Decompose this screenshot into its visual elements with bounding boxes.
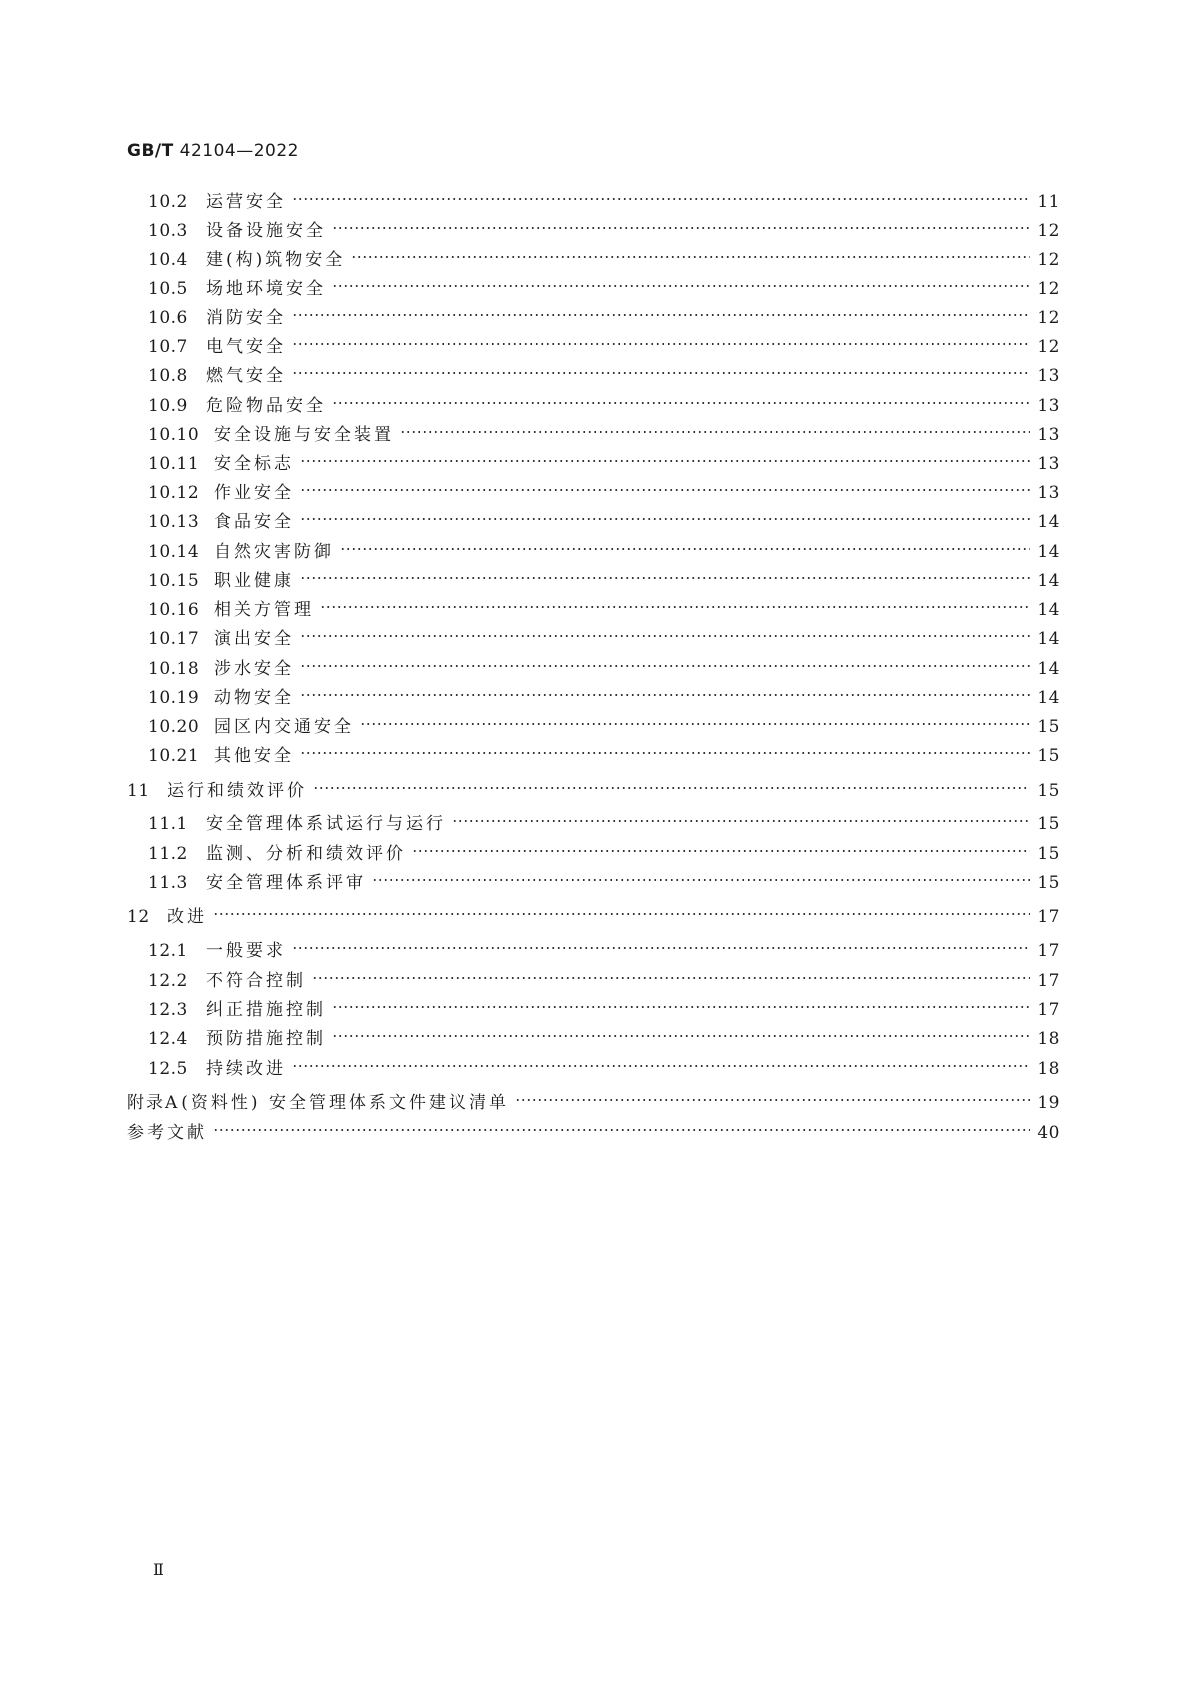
toc-entry-page: 14 bbox=[1037, 600, 1060, 620]
toc-entry-page: 13 bbox=[1037, 366, 1060, 386]
toc-entry[interactable] bbox=[148, 416, 1060, 445]
toc-leader-dots bbox=[360, 708, 1030, 732]
toc-leader-dots bbox=[292, 183, 1030, 207]
toc-entry-page: 15 bbox=[1037, 717, 1060, 737]
toc-leader-dots bbox=[515, 1084, 1030, 1108]
toc-entry-title: 不符合控制 bbox=[206, 971, 306, 991]
toc-leader-dots bbox=[292, 328, 1030, 352]
toc-entry-number: 10.3 bbox=[148, 221, 188, 241]
toc-entry-title: 演出安全 bbox=[214, 629, 294, 649]
toc-leader-dots bbox=[332, 270, 1030, 294]
toc-entry-title: 自然灾害防御 bbox=[214, 542, 334, 562]
toc-entry-page: 15 bbox=[1037, 746, 1060, 766]
toc-entry-number: 10.7 bbox=[148, 337, 188, 357]
toc-entry-page: 14 bbox=[1037, 571, 1060, 591]
toc-entry-number: 10.20 bbox=[148, 717, 200, 737]
toc-entry-number: 11.3 bbox=[148, 873, 188, 893]
toc-leader-dots bbox=[292, 299, 1030, 323]
toc-entry-number: 12 bbox=[127, 907, 150, 927]
toc-entry-page: 12 bbox=[1037, 250, 1060, 270]
toc-entry[interactable] bbox=[148, 650, 1060, 679]
toc-leader-dots bbox=[351, 241, 1030, 265]
toc-entry[interactable] bbox=[148, 270, 1060, 299]
toc-entry-title: 安全管理体系评审 bbox=[206, 873, 366, 893]
toc-entry-title: 食品安全 bbox=[214, 512, 294, 532]
toc-entry-number: 10.12 bbox=[148, 483, 200, 503]
toc-entry-number: 12.1 bbox=[148, 941, 188, 961]
toc-entry-title: 危险物品安全 bbox=[206, 396, 326, 416]
toc-entry[interactable] bbox=[148, 533, 1060, 562]
toc-entry-page: 15 bbox=[1037, 814, 1060, 834]
toc-entry-page: 12 bbox=[1037, 279, 1060, 299]
toc-entry-title: 持续改进 bbox=[206, 1059, 286, 1079]
toc-leader-dots bbox=[300, 620, 1030, 644]
toc-entry[interactable] bbox=[148, 737, 1060, 766]
toc-entry-title: 监测、分析和绩效评价 bbox=[206, 844, 406, 864]
toc-entry-title: 运营安全 bbox=[206, 192, 286, 212]
toc-leader-dots bbox=[332, 991, 1030, 1015]
toc-entry-number: 10.6 bbox=[148, 308, 188, 328]
toc-entry-title: 参考文献 bbox=[127, 1123, 207, 1143]
toc-entry[interactable] bbox=[148, 503, 1060, 532]
toc-entry-page: 14 bbox=[1037, 512, 1060, 532]
toc-entry-page: 13 bbox=[1037, 483, 1060, 503]
toc-entry-number: 附录A bbox=[127, 1093, 180, 1113]
toc-entry[interactable] bbox=[127, 1114, 1060, 1143]
toc-entry-title: 相关方管理 bbox=[214, 600, 314, 620]
toc-leader-dots bbox=[300, 737, 1030, 761]
toc-entry-title: 园区内交通安全 bbox=[214, 717, 354, 737]
toc-leader-dots bbox=[400, 416, 1030, 440]
toc-leader-dots bbox=[292, 932, 1030, 956]
page-number: Ⅱ bbox=[153, 1560, 164, 1579]
toc-entry-number: 10.5 bbox=[148, 279, 188, 299]
toc-leader-dots bbox=[292, 357, 1030, 381]
toc-leader-dots bbox=[452, 805, 1030, 829]
toc-entry-title: 纠正措施控制 bbox=[206, 1000, 326, 1020]
standard-number: 42104—2022 bbox=[179, 141, 299, 161]
standard-prefix: GB/T bbox=[127, 141, 174, 161]
toc-leader-dots bbox=[300, 679, 1030, 703]
toc-entry-number: 10.13 bbox=[148, 512, 200, 532]
toc-entry-title: 职业健康 bbox=[214, 571, 294, 591]
toc-entry-page: 12 bbox=[1037, 221, 1060, 241]
toc-entry-page: 17 bbox=[1037, 971, 1060, 991]
toc-entry[interactable] bbox=[148, 679, 1060, 708]
toc-leader-dots bbox=[213, 898, 1030, 922]
toc-entry[interactable] bbox=[148, 1050, 1060, 1079]
toc-entry-number: 10.4 bbox=[148, 250, 188, 270]
toc-entry[interactable] bbox=[148, 328, 1060, 357]
toc-entry-number: 10.16 bbox=[148, 600, 200, 620]
toc-entry-page: 14 bbox=[1037, 688, 1060, 708]
toc-entry-number: 10.9 bbox=[148, 396, 188, 416]
toc-entry-title: 作业安全 bbox=[214, 483, 294, 503]
toc-entry-page: 13 bbox=[1037, 454, 1060, 474]
toc-leader-dots bbox=[372, 864, 1030, 888]
toc-leader-dots bbox=[300, 474, 1030, 498]
toc-entry-page: 17 bbox=[1037, 1000, 1060, 1020]
toc-entry[interactable] bbox=[148, 1020, 1060, 1049]
toc-entry-title: 安全设施与安全装置 bbox=[214, 425, 394, 445]
toc-leader-dots bbox=[300, 562, 1030, 586]
toc-entry-number: 11.1 bbox=[148, 814, 188, 834]
toc-entry-number: 10.10 bbox=[148, 425, 200, 445]
toc-entry-page: 40 bbox=[1037, 1123, 1060, 1143]
toc-entry-page: 18 bbox=[1037, 1059, 1060, 1079]
toc-entry-number: 10.18 bbox=[148, 659, 200, 679]
toc-entry-title: 场地环境安全 bbox=[206, 279, 326, 299]
toc-entry-title: 消防安全 bbox=[206, 308, 286, 328]
toc-entry-page: 19 bbox=[1037, 1093, 1060, 1113]
toc-entry-number: 10.19 bbox=[148, 688, 200, 708]
toc-leader-dots bbox=[300, 650, 1030, 674]
toc-leader-dots bbox=[340, 533, 1030, 557]
toc-entry-title: 安全管理体系试运行与运行 bbox=[206, 814, 446, 834]
toc-entry[interactable] bbox=[148, 562, 1060, 591]
toc-entry[interactable] bbox=[148, 932, 1060, 961]
toc-entry[interactable] bbox=[148, 864, 1060, 893]
toc-leader-dots bbox=[312, 962, 1030, 986]
toc-entry-page: 12 bbox=[1037, 337, 1060, 357]
toc-entry-number: 12.5 bbox=[148, 1059, 188, 1079]
toc-entry-page: 17 bbox=[1037, 907, 1060, 927]
toc-entry-page: 15 bbox=[1037, 844, 1060, 864]
toc-entry-title: 改进 bbox=[167, 907, 207, 927]
toc-entry-number: 11.2 bbox=[148, 844, 188, 864]
toc-entry-title: 建(构)筑物安全 bbox=[206, 250, 346, 270]
toc-entry-page: 18 bbox=[1037, 1029, 1060, 1049]
toc-entry-number: 10.14 bbox=[148, 542, 200, 562]
toc-entry-page: 15 bbox=[1037, 873, 1060, 893]
toc-entry[interactable] bbox=[148, 445, 1060, 474]
toc-entry[interactable] bbox=[148, 991, 1060, 1020]
toc-entry-number: 10.17 bbox=[148, 629, 200, 649]
toc-entry-title: 其他安全 bbox=[214, 746, 294, 766]
toc-leader-dots bbox=[332, 387, 1030, 411]
toc-entry[interactable] bbox=[148, 805, 1060, 834]
toc-entry-title: (资料性) 安全管理体系文件建议清单 bbox=[181, 1093, 509, 1113]
document-header bbox=[127, 141, 299, 161]
toc-entry[interactable] bbox=[148, 474, 1060, 503]
toc-leader-dots bbox=[320, 591, 1030, 615]
toc-entry-title: 安全标志 bbox=[214, 454, 294, 474]
toc-entry[interactable] bbox=[148, 357, 1060, 386]
toc-entry-number: 12.3 bbox=[148, 1000, 188, 1020]
toc-leader-dots bbox=[332, 212, 1030, 236]
toc-entry-page: 13 bbox=[1037, 425, 1060, 445]
toc-entry-title: 一般要求 bbox=[206, 941, 286, 961]
toc-entry-page: 14 bbox=[1037, 659, 1060, 679]
toc-entry[interactable] bbox=[127, 1084, 1060, 1113]
toc-entry-title: 运行和绩效评价 bbox=[167, 781, 307, 801]
toc-entry-page: 13 bbox=[1037, 396, 1060, 416]
toc-entry-title: 燃气安全 bbox=[206, 366, 286, 386]
toc-entry[interactable] bbox=[148, 299, 1060, 328]
toc-entry-title: 动物安全 bbox=[214, 688, 294, 708]
toc-entry[interactable] bbox=[127, 898, 1060, 927]
toc-entry-title: 设备设施安全 bbox=[206, 221, 326, 241]
toc-entry-number: 10.21 bbox=[148, 746, 200, 766]
toc-entry-page: 14 bbox=[1037, 629, 1060, 649]
toc-entry[interactable] bbox=[127, 772, 1060, 801]
toc-entry-page: 14 bbox=[1037, 542, 1060, 562]
toc-entry[interactable] bbox=[148, 835, 1060, 864]
toc-entry-number: 11 bbox=[127, 781, 150, 801]
toc-entry-page: 11 bbox=[1037, 192, 1060, 212]
toc-entry[interactable] bbox=[148, 183, 1060, 212]
toc-entry[interactable] bbox=[148, 212, 1060, 241]
toc-entry-number: 12.2 bbox=[148, 971, 188, 991]
toc-leader-dots bbox=[332, 1020, 1030, 1044]
toc-entry-number: 10.8 bbox=[148, 366, 188, 386]
toc-entry-number: 10.2 bbox=[148, 192, 188, 212]
toc-leader-dots bbox=[313, 772, 1030, 796]
toc-leader-dots bbox=[300, 445, 1030, 469]
toc-entry-number: 12.4 bbox=[148, 1029, 188, 1049]
toc-entry[interactable] bbox=[148, 708, 1060, 737]
toc-entry[interactable] bbox=[148, 962, 1060, 991]
toc-entry-title: 预防措施控制 bbox=[206, 1029, 326, 1049]
toc-leader-dots bbox=[300, 503, 1030, 527]
toc-entry[interactable] bbox=[148, 591, 1060, 620]
toc-leader-dots bbox=[412, 835, 1030, 859]
toc-entry[interactable] bbox=[148, 241, 1060, 270]
toc-leader-dots bbox=[292, 1050, 1030, 1074]
toc-entry-title: 电气安全 bbox=[206, 337, 286, 357]
toc-entry-page: 12 bbox=[1037, 308, 1060, 328]
toc-entry-number: 10.11 bbox=[148, 454, 200, 474]
toc-entry-title: 涉水安全 bbox=[214, 659, 294, 679]
toc-entry-number: 10.15 bbox=[148, 571, 200, 591]
toc-entry[interactable] bbox=[148, 620, 1060, 649]
toc-entry[interactable] bbox=[148, 387, 1060, 416]
toc-leader-dots bbox=[213, 1114, 1030, 1138]
toc-entry-page: 15 bbox=[1037, 781, 1060, 801]
toc-entry-page: 17 bbox=[1037, 941, 1060, 961]
